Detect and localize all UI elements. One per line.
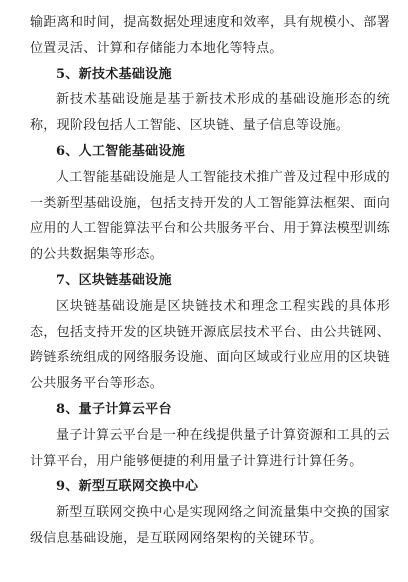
section-8-body: 量子计算云平台是一种在线提供量子计算资源和工具的云计算平台，用户能够便捷的利用量子计算进行计算任务。 (30, 427, 390, 469)
intro-continuation-paragraph: 输距离和时间，提高数据处理速度和效率，具有规模小、部署位置灵活、计算和存储能力本地化等特点。 (30, 15, 390, 56)
section-7-body: 区块链基础设施是区块链技术和理念工程实践的具体形态，包括支持开发的区块链开源底层技术平台、由公共链网、跨链系统组成的网络服务设施、面向区域或行业应用的区块链公共服务平台等形态。 (30, 298, 390, 392)
section-9-heading: 9、新型互联网交换中心 (56, 479, 199, 495)
section-5-heading: 5、新技术基础设施 (56, 66, 172, 82)
section-6-heading: 6、人工智能基础设施 (56, 143, 186, 159)
section-7-heading: 7、区块链基础设施 (56, 272, 172, 288)
section-8-heading: 8、量子计算云平台 (56, 401, 172, 417)
section-5-body: 新技术基础设施是基于新技术形成的基础设施形态的统称，现阶段包括人工智能、区块链、量子信息等设施。 (30, 92, 390, 134)
section-9-body: 新型互联网交换中心是实现网络之间流量集中交换的国家级信息基础设施，是互联网网络架构的关键环节。 (30, 505, 390, 546)
section-6-body: 人工智能基础设施是人工智能技术推广普及过程中形成的一类新型基础设施，包括支持开发的人工智能算法框架、面向应用的人工智能算法平台和公共服务平台、用于算法模型训练的公共数据集等形态。 (30, 169, 390, 263)
